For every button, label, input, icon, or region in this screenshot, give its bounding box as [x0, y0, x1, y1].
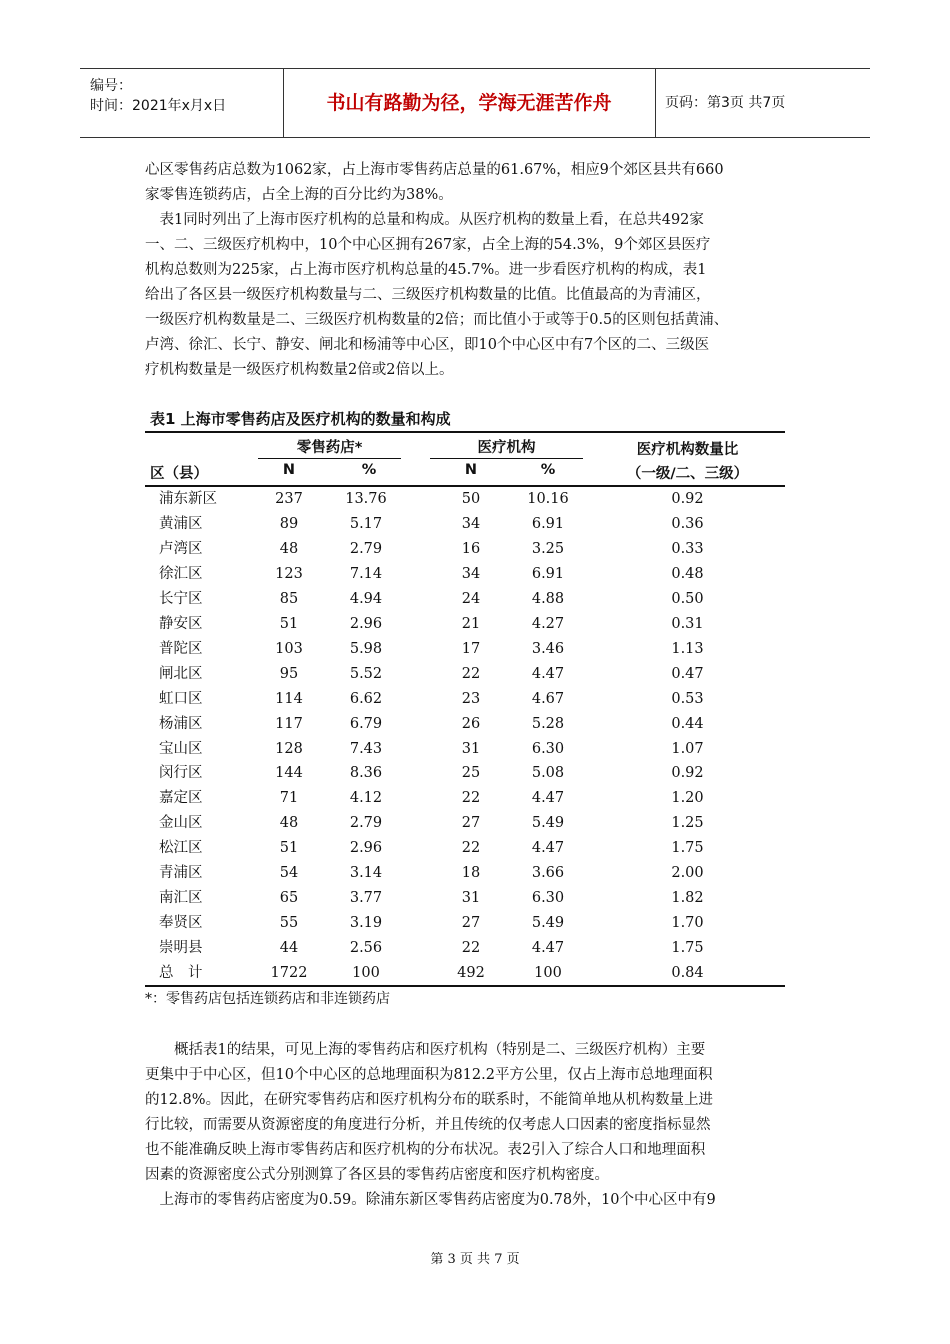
cell-medical-n: 23 [461, 690, 481, 707]
page-footer: 第 3 页 共 7 页 [430, 1252, 520, 1267]
text-line: 的12.8%。因此，在研究零售药店和医疗机构分布的联系时，不能简单地从机构数量上进 [145, 1092, 714, 1108]
cell-pharmacy-pct: 2.79 [349, 540, 383, 557]
cell-district: 总 计 [159, 965, 203, 982]
cell-medical-n: 34 [461, 565, 481, 582]
table-row [145, 662, 785, 687]
cell-medical-pct: 3.66 [531, 865, 565, 882]
cell-pharmacy-n: 114 [275, 690, 303, 707]
paragraph-2 [145, 1038, 810, 1213]
cell-pharmacy-pct: 7.14 [349, 565, 383, 582]
cell-ratio: 0.92 [671, 765, 704, 782]
table-row [145, 836, 785, 861]
table-top-rule [145, 431, 785, 433]
header-medical-pct: % [540, 462, 556, 478]
cell-ratio: 0.53 [671, 690, 704, 707]
cell-district: 奉贤区 [159, 915, 203, 932]
header-pharmacy-group: 零售药店* [296, 440, 363, 456]
cell-pharmacy-pct: 3.19 [349, 915, 383, 932]
cell-pharmacy-n: 48 [279, 815, 299, 832]
header-motto: 书山有路勤为径，学海无涯苦作舟 [283, 69, 656, 137]
cell-medical-n: 34 [461, 515, 481, 532]
cell-district: 松江区 [159, 840, 203, 857]
table-row [145, 811, 785, 836]
cell-ratio: 1.20 [671, 790, 704, 807]
cell-pharmacy-pct: 3.77 [349, 890, 383, 907]
cell-medical-pct: 4.67 [531, 690, 565, 707]
cell-medical-n: 22 [461, 665, 481, 682]
cell-medical-n: 22 [461, 940, 481, 957]
cell-medical-n: 26 [461, 715, 481, 732]
cell-medical-pct: 5.49 [531, 815, 565, 832]
cell-pharmacy-n: 89 [279, 515, 299, 532]
cell-district: 浦东新区 [159, 491, 217, 507]
cell-pharmacy-n: 144 [275, 765, 303, 782]
medical-group-rule [430, 458, 583, 459]
cell-medical-n: 50 [461, 491, 481, 507]
text-line: 心区零售药店总数为1062家，占上海市零售药店总量的61.67%，相应9个郊区县共有660 [145, 162, 724, 178]
cell-pharmacy-n: 85 [279, 590, 299, 607]
cell-district: 虹口区 [159, 690, 203, 707]
cell-medical-n: 27 [461, 915, 481, 932]
cell-medical-pct: 4.47 [531, 940, 565, 957]
text-line: 给出了各区县一级医疗机构数量与二、三级医疗机构数量的比值。比值最高的为青浦区， [145, 287, 711, 303]
cell-ratio: 0.50 [671, 590, 704, 607]
text-line: 概括表1的结果，可见上海的零售药店和医疗机构（特别是二、三级医疗机构）主要 [145, 1042, 706, 1058]
cell-district: 黄浦区 [159, 515, 203, 532]
cell-medical-pct: 10.16 [527, 491, 569, 507]
text-line: 家零售连锁药店，占全上海的百分比约为38%。 [145, 187, 453, 203]
cell-ratio: 1.75 [671, 840, 704, 857]
table-row [145, 562, 785, 587]
cell-medical-n: 21 [461, 615, 481, 632]
cell-pharmacy-n: 128 [275, 740, 303, 757]
cell-ratio: 0.36 [671, 515, 704, 532]
cell-medical-pct: 4.88 [531, 590, 565, 607]
cell-medical-pct: 6.30 [531, 740, 565, 757]
cell-medical-n: 25 [461, 765, 481, 782]
text-line: 卢湾、徐汇、长宁、静安、闸北和杨浦等中心区，即10个中心区中有7个区的二、三级医 [145, 337, 710, 353]
cell-district: 宝山区 [159, 740, 203, 757]
cell-district: 徐汇区 [159, 565, 203, 582]
text-line: 也不能准确反映上海市零售药店和医疗机构的分布状况。表2引入了综合人口和地理面积 [145, 1142, 706, 1158]
cell-medical-pct: 6.91 [531, 515, 565, 532]
cell-medical-pct: 3.25 [531, 540, 565, 557]
header-pharmacy-n: N [282, 462, 296, 478]
cell-ratio: 1.75 [671, 940, 704, 957]
document-date-label: 时间：2021年x月x日 [90, 98, 227, 114]
cell-pharmacy-pct: 5.52 [349, 665, 383, 682]
cell-district: 南汇区 [159, 890, 203, 907]
table-row [145, 961, 785, 986]
cell-ratio: 0.48 [671, 565, 704, 582]
cell-pharmacy-pct: 2.96 [349, 615, 383, 632]
header-district: 区（县） [150, 466, 208, 482]
cell-medical-n: 27 [461, 815, 481, 832]
cell-ratio: 1.82 [671, 890, 704, 907]
cell-medical-pct: 5.49 [531, 915, 565, 932]
cell-pharmacy-n: 123 [275, 565, 303, 582]
cell-medical-pct: 6.91 [531, 565, 565, 582]
cell-medical-n: 492 [457, 965, 485, 982]
cell-medical-pct: 4.27 [531, 615, 565, 632]
table-row [145, 687, 785, 712]
cell-medical-n: 31 [461, 890, 481, 907]
cell-pharmacy-n: 44 [279, 940, 299, 957]
cell-medical-n: 16 [461, 540, 481, 557]
cell-ratio: 0.31 [671, 615, 704, 632]
cell-ratio: 1.13 [671, 640, 704, 657]
cell-pharmacy-n: 117 [275, 715, 303, 732]
cell-ratio: 0.33 [671, 540, 704, 557]
cell-district: 青浦区 [159, 865, 203, 882]
cell-district: 金山区 [159, 815, 203, 832]
table-row [145, 761, 785, 786]
cell-district: 普陀区 [159, 640, 203, 657]
cell-medical-pct: 5.08 [531, 765, 565, 782]
table-row [145, 936, 785, 961]
table-row [145, 587, 785, 612]
cell-pharmacy-pct: 3.14 [349, 865, 383, 882]
table-row [145, 786, 785, 811]
table-row [145, 886, 785, 911]
cell-district: 静安区 [159, 615, 203, 632]
cell-medical-n: 31 [461, 740, 481, 757]
cell-ratio: 1.70 [671, 915, 704, 932]
cell-ratio: 1.25 [671, 815, 704, 832]
header-medical-group: 医疗机构 [477, 440, 536, 456]
table-title: 表1 上海市零售药店及医疗机构的数量和构成 [150, 410, 451, 428]
text-line: 疗机构数量是一级医疗机构数量2倍或2倍以上。 [145, 362, 454, 378]
cell-pharmacy-n: 51 [279, 615, 299, 632]
paragraph-1 [145, 158, 810, 383]
header-page-number: 页码：第3页 共7页 [665, 95, 786, 111]
header-ratio-sub: （一级/二、三级） [626, 466, 749, 482]
table-row [145, 637, 785, 662]
cell-pharmacy-pct: 5.98 [349, 640, 383, 657]
cell-medical-n: 17 [461, 640, 481, 657]
cell-medical-pct: 3.46 [531, 640, 565, 657]
cell-ratio: 0.84 [671, 965, 704, 982]
cell-pharmacy-pct: 4.94 [349, 590, 383, 607]
table-row [145, 712, 785, 737]
cell-medical-n: 24 [461, 590, 481, 607]
cell-pharmacy-pct: 2.79 [349, 815, 383, 832]
cell-medical-pct: 5.28 [531, 715, 565, 732]
text-line: 上海市的零售药店密度为0.59。除浦东新区零售药店密度为0.78外，10个中心区中有9 [145, 1192, 716, 1208]
cell-district: 崇明县 [159, 940, 203, 957]
table-row [145, 861, 785, 886]
text-line: 机构总数则为225家，占上海市医疗机构总量的45.7%。进一步看医疗机构的构成，表1 [145, 262, 707, 278]
header-medical-n: N [464, 462, 478, 478]
header-ratio: 医疗机构数量比 [636, 442, 739, 458]
cell-pharmacy-n: 51 [279, 840, 299, 857]
table-row [145, 737, 785, 762]
cell-pharmacy-pct: 13.76 [345, 491, 387, 507]
cell-ratio: 1.07 [671, 740, 704, 757]
cell-pharmacy-pct: 100 [352, 965, 380, 982]
table-row [145, 537, 785, 562]
cell-pharmacy-pct: 6.79 [349, 715, 383, 732]
cell-medical-pct: 4.47 [531, 790, 565, 807]
text-line: 因素的资源密度公式分别测算了各区县的零售药店密度和医疗机构密度。 [145, 1167, 609, 1183]
cell-pharmacy-pct: 8.36 [349, 765, 383, 782]
table-row [145, 612, 785, 637]
cell-medical-pct: 100 [534, 965, 562, 982]
cell-district: 卢湾区 [159, 540, 203, 557]
cell-pharmacy-n: 54 [279, 865, 299, 882]
document-code-label: 编号： [90, 78, 132, 94]
cell-pharmacy-n: 1722 [270, 965, 308, 982]
cell-district: 长宁区 [159, 590, 203, 607]
table-row [145, 911, 785, 936]
cell-pharmacy-pct: 2.56 [349, 940, 383, 957]
text-line: 一、二、三级医疗机构中，10个中心区拥有267家，占全上海的54.3%，9个郊区县医疗 [145, 237, 711, 253]
cell-ratio: 0.47 [671, 665, 704, 682]
cell-medical-n: 22 [461, 840, 481, 857]
cell-pharmacy-pct: 2.96 [349, 840, 383, 857]
cell-medical-n: 18 [461, 865, 481, 882]
cell-ratio: 0.92 [671, 491, 704, 507]
text-line: 更集中于中心区，但10个中心区的总地理面积为812.2平方公里，仅占上海市总地理面积 [145, 1067, 713, 1083]
cell-pharmacy-pct: 4.12 [349, 790, 383, 807]
cell-district: 闵行区 [159, 765, 203, 782]
cell-ratio: 0.44 [671, 715, 704, 732]
text-line: 表1同时列出了上海市医疗机构的总量和构成。从医疗机构的数量上看，在总共492家 [145, 212, 704, 228]
text-line: 一级医疗机构数量是二、三级医疗机构数量的2倍；而比值小于或等于0.5的区则包括黄浦、 [145, 312, 729, 328]
table-row [145, 512, 785, 537]
header-info-cell [80, 69, 284, 137]
cell-medical-pct: 4.47 [531, 840, 565, 857]
cell-pharmacy-pct: 6.62 [349, 690, 383, 707]
cell-medical-n: 22 [461, 790, 481, 807]
table-footnote: *：零售药店包括连锁药店和非连锁药店 [145, 991, 390, 1007]
cell-medical-pct: 4.47 [531, 665, 565, 682]
page-header [80, 68, 870, 138]
cell-pharmacy-n: 95 [279, 665, 299, 682]
table-row [145, 487, 785, 512]
cell-district: 闸北区 [159, 665, 203, 682]
cell-pharmacy-pct: 5.17 [349, 515, 383, 532]
cell-medical-pct: 6.30 [531, 890, 565, 907]
cell-ratio: 2.00 [671, 865, 704, 882]
cell-pharmacy-n: 48 [279, 540, 299, 557]
text-line: 行比较，而需要从资源密度的角度进行分析，并且传统的仅考虑人口因素的密度指标显然 [145, 1117, 711, 1133]
cell-pharmacy-n: 55 [279, 915, 299, 932]
cell-pharmacy-n: 237 [275, 491, 303, 507]
cell-district: 杨浦区 [159, 715, 203, 732]
cell-district: 嘉定区 [159, 790, 203, 807]
header-pharmacy-pct: % [361, 462, 377, 478]
cell-pharmacy-pct: 7.43 [349, 740, 383, 757]
cell-pharmacy-n: 71 [279, 790, 299, 807]
pharmacy-group-rule [258, 458, 401, 459]
cell-pharmacy-n: 103 [275, 640, 303, 657]
cell-pharmacy-n: 65 [279, 890, 299, 907]
